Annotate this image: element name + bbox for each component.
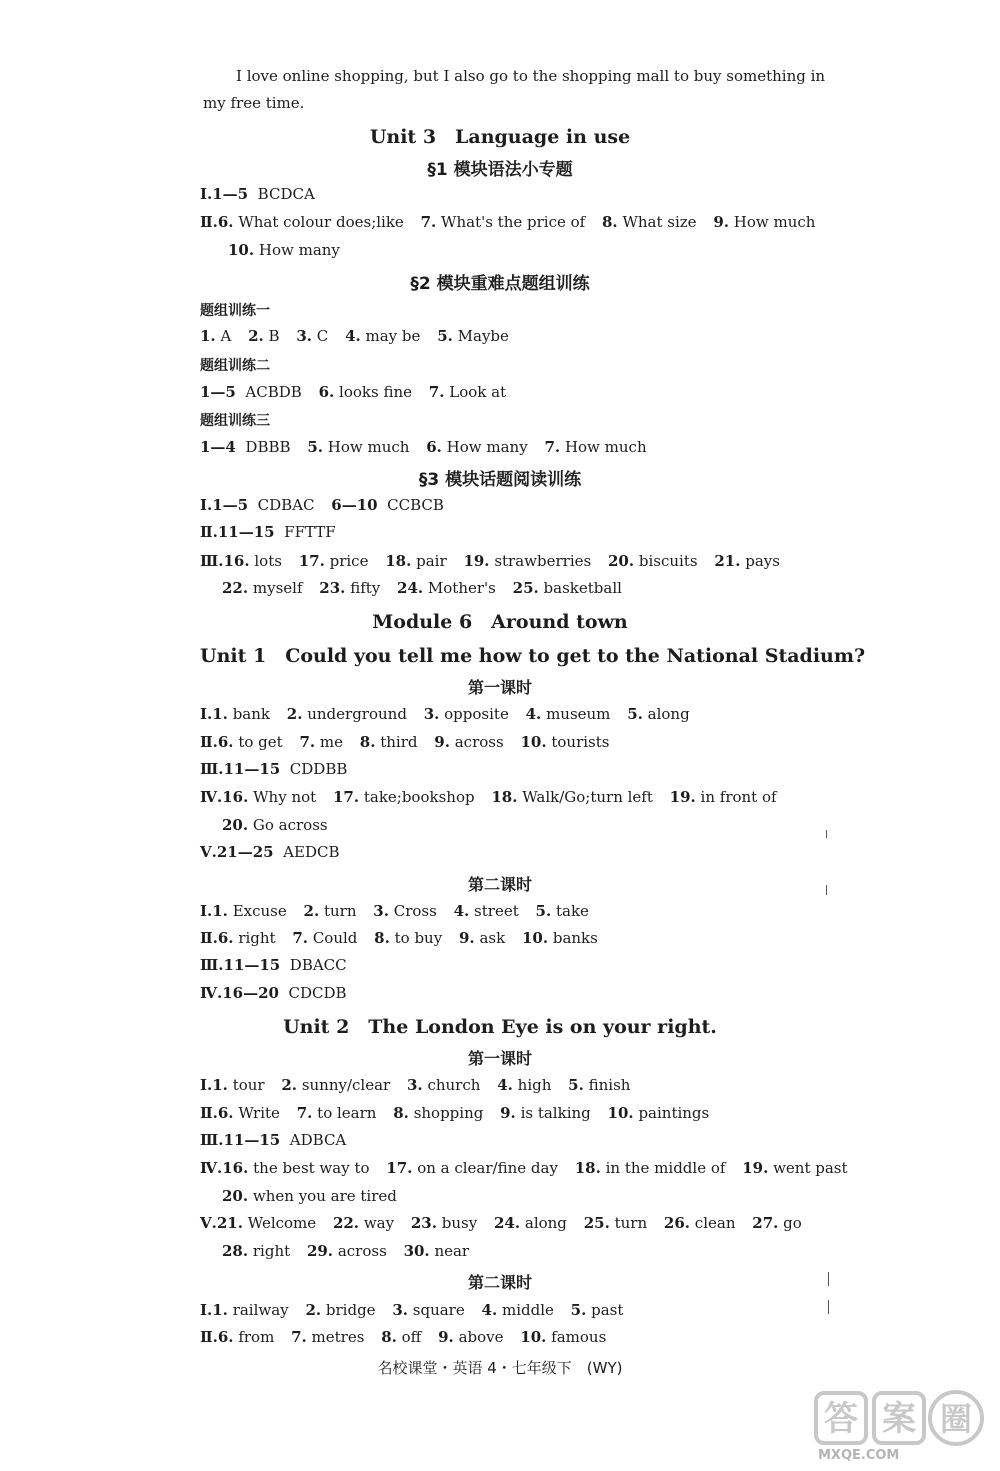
watermark-site: MXQE.COM bbox=[818, 1448, 900, 1463]
m6u2-l1-line-5: 20. when you are tired bbox=[222, 1187, 397, 1205]
m6u2-l1-line-2: Ⅱ.6. Write 7. to learn 8. shopping 9. is talking 10. paintings bbox=[200, 1104, 710, 1122]
m6u1-l1-line-4: Ⅳ.16. Why not 17. take;bookshop 18. Walk/Go;turn left 19. in front of bbox=[200, 788, 777, 806]
m6u1-l1-line-3: Ⅲ.11—15 CDDBB bbox=[200, 760, 348, 778]
m6u1-l2-line-3: Ⅲ.11—15 DBACC bbox=[200, 956, 347, 974]
m6u2-l2-line-1: Ⅰ.1. railway 2. bridge 3. square 4. middle 5. past bbox=[200, 1301, 624, 1319]
scan-mark bbox=[828, 1300, 829, 1314]
m6u1-l2-line-4: Ⅳ.16—20 CDCDB bbox=[200, 984, 347, 1002]
m6-unit2-title: Unit 2 The London Eye is on your right. bbox=[283, 1016, 717, 1038]
sec3-line-1: Ⅰ.1—5 CDBAC 6—10 CCBCB bbox=[200, 496, 444, 514]
m6u1-l1-line-1: Ⅰ.1. bank 2. underground 3. opposite 4. museum 5. along bbox=[200, 705, 690, 723]
group2-title: 题组训练二 bbox=[200, 358, 270, 374]
scan-mark bbox=[826, 885, 827, 895]
sec3-line-2: Ⅱ.11—15 FFTTF bbox=[200, 523, 336, 541]
m6u2-l1-line-7: 28. right 29. across 30. near bbox=[222, 1242, 470, 1260]
group1-title: 题组训练一 bbox=[200, 303, 270, 319]
m6u1-lesson2-title: 第二课时 bbox=[467, 875, 532, 894]
m6u2-l2-line-2: Ⅱ.6. from 7. metres 8. off 9. above 10. famous bbox=[200, 1328, 607, 1346]
svg-text:圈: 圈 bbox=[939, 1400, 973, 1438]
svg-text:答: 答 bbox=[824, 1399, 858, 1439]
m6u1-l2-line-1: Ⅰ.1. Excuse 2. turn 3. Cross 4. street 5. take bbox=[200, 902, 589, 920]
m6u1-l1-line-2: Ⅱ.6. to get 7. me 8. third 9. across 10. tourists bbox=[200, 733, 610, 751]
group1-answers: 1. A 2. B 3. C 4. may be 5. Maybe bbox=[200, 327, 509, 345]
m6u2-l1-line-4: Ⅳ.16. the best way to 17. on a clear/fine day 18. in the middle of 19. went past bbox=[200, 1159, 848, 1177]
sec1-line-2: Ⅱ.6. What colour does;like 7. What's the price of 8. What size 9. How much bbox=[200, 213, 816, 231]
sec3-line-4: 22. myself 23. fifty 24. Mother's 25. basketball bbox=[222, 579, 622, 597]
intro-line-2: my free time. bbox=[203, 94, 305, 112]
sec2-title: §2 模块重难点题组训练 bbox=[410, 274, 590, 294]
sec1-line-3: 10. How many bbox=[228, 241, 340, 259]
m6u2-l1-line-3: Ⅲ.11—15 ADBCA bbox=[200, 1131, 347, 1149]
m6u2-l1-line-1: Ⅰ.1. tour 2. sunny/clear 3. church 4. high 5. finish bbox=[200, 1076, 631, 1094]
m6u1-l1-line-6: Ⅴ.21—25 AEDCB bbox=[200, 843, 340, 861]
module6-title: Module 6 Around town bbox=[372, 611, 628, 633]
sec3-title: §3 模块话题阅读训练 bbox=[418, 470, 582, 490]
group3-answers: 1—4 DBBB 5. How much 6. How many 7. How much bbox=[200, 438, 647, 456]
svg-text:案: 案 bbox=[882, 1399, 916, 1439]
m6u1-l1-line-5: 20. Go across bbox=[222, 816, 328, 834]
sec3-line-3: Ⅲ.16. lots 17. price 18. pair 19. strawberries 20. biscuits 21. pays bbox=[200, 552, 780, 570]
m6u2-lesson2-title: 第二课时 bbox=[467, 1273, 532, 1292]
m6u1-l2-line-2: Ⅱ.6. right 7. Could 8. to buy 9. ask 10. banks bbox=[200, 929, 598, 947]
page-footer: 名校课堂・英语 4・七年级下 (WY) bbox=[377, 1359, 623, 1377]
sec1-title: §1 模块语法小专题 bbox=[427, 160, 573, 180]
m6u1-lesson1-title: 第一课时 bbox=[467, 678, 532, 697]
m6u2-lesson1-title: 第一课时 bbox=[467, 1049, 532, 1068]
sec1-line-1: Ⅰ.1—5 BCDCA bbox=[200, 185, 315, 203]
group2-answers: 1—5 ACBDB 6. looks fine 7. Look at bbox=[200, 383, 507, 401]
unit3-title: Unit 3 Language in use bbox=[369, 126, 631, 148]
group3-title: 题组训练三 bbox=[200, 413, 270, 429]
m6u2-l1-line-6: Ⅴ.21. Welcome 22. way 23. busy 24. along 25. turn 26. clean 27. go bbox=[200, 1214, 802, 1232]
scan-mark bbox=[828, 1272, 829, 1286]
m6-unit1-title: Unit 1 Could you tell me how to get to the National Stadium? bbox=[200, 645, 866, 667]
scan-mark bbox=[826, 830, 827, 838]
intro-line-1: I love online shopping, but I also go to the shopping mall to buy something in bbox=[236, 67, 826, 85]
